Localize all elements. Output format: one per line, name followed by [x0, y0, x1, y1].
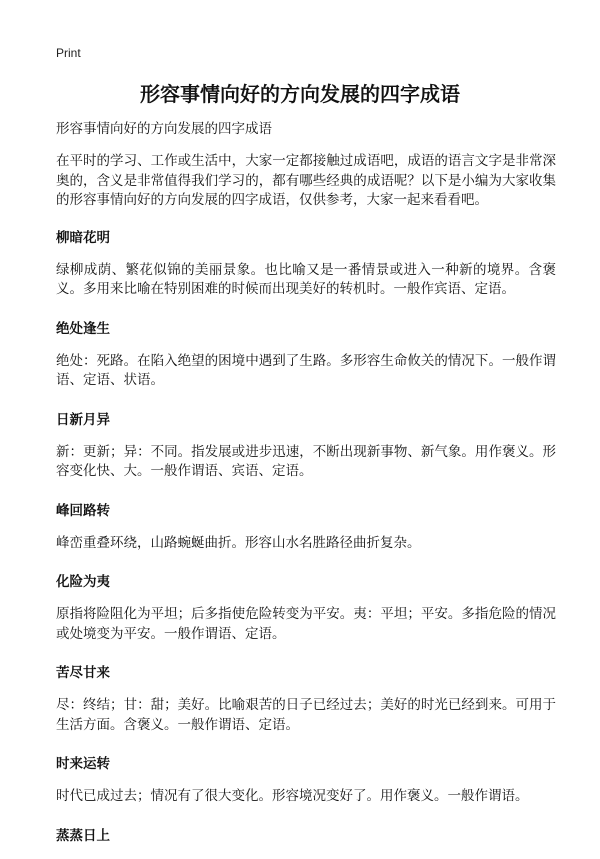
idiom-entry: [56, 826, 556, 846]
idiom-definition: 绝处：死路。在陷入绝望的困境中遇到了生路。多形容生命攸关的情况下。一般作谓语、定语、状语。: [56, 352, 556, 388]
idiom-entry: [56, 410, 556, 482]
idiom-term: 时来运转: [56, 756, 110, 772]
idiom-definition: 新：更新；异：不同。指发展或进步迅速，不断出现新事物、新气象。用作褒义。形容变化快、大。一般作谓语、宾语、定语。: [56, 443, 556, 479]
idiom-term: 绝处逢生: [56, 320, 110, 337]
idiom-entry: [56, 663, 556, 735]
idiom-definition: 峰峦重叠环绕，山路蜿蜒曲折。形容山水名胜路径曲折复杂。: [56, 534, 421, 551]
idiom-term: 蒸蒸日上: [56, 827, 110, 844]
idiom-entry: [56, 572, 556, 644]
page-title: 形容事情向好的方向发展的四字成语: [140, 82, 460, 106]
article-body: [56, 119, 556, 859]
idiom-term: 日新月异: [56, 411, 110, 428]
article-subtitle: 形容事情向好的方向发展的四字成语: [56, 121, 272, 137]
idiom-definition: 原指将险阻化为平坦；后多指使危险转变为平安。夷：平坦；平安。多指危险的情况或处境变为平安。一般作谓语、定语。: [56, 606, 556, 642]
idiom-definition: 时代已成过去；情况有了很大变化。形容境况变好了。用作褒义。一般作谓语。: [56, 788, 529, 804]
idiom-term: 苦尽甘来: [56, 665, 110, 681]
idiom-entry: [56, 228, 556, 300]
idiom-entry: [56, 754, 556, 807]
print-link[interactable]: Print: [56, 46, 81, 60]
intro-paragraph: 在平时的学习、工作或生活中，大家一定都接触过成语吧，成语的语言文字是非常深奥的，含义是非常值得我们学习的，都有哪些经典的成语呢？以下是小编为大家收集的形容事情向好的方向发展的四字成语，仅供参考，大家一起来看看吧。: [56, 153, 556, 208]
idiom-term: 化险为夷: [56, 574, 110, 590]
idiom-term: 柳暗花明: [56, 229, 110, 246]
idiom-definition: 绿柳成荫、繁花似锦的美丽景象。也比喻又是一番情景或进入一种新的境界。含褒义。多用来比喻在特别困难的时候而出现美好的转机时。一般作宾语、定语。: [56, 261, 556, 297]
idiom-entry: [56, 319, 556, 391]
idiom-term: 峰回路转: [56, 502, 110, 519]
idiom-definition: 尽：终结；甘：甜；美好。比喻艰苦的日子已经过去；美好的时光已经到来。可用于生活方面。含褒义。一般作谓语、定语。: [56, 697, 556, 733]
idiom-entry: [56, 501, 556, 554]
